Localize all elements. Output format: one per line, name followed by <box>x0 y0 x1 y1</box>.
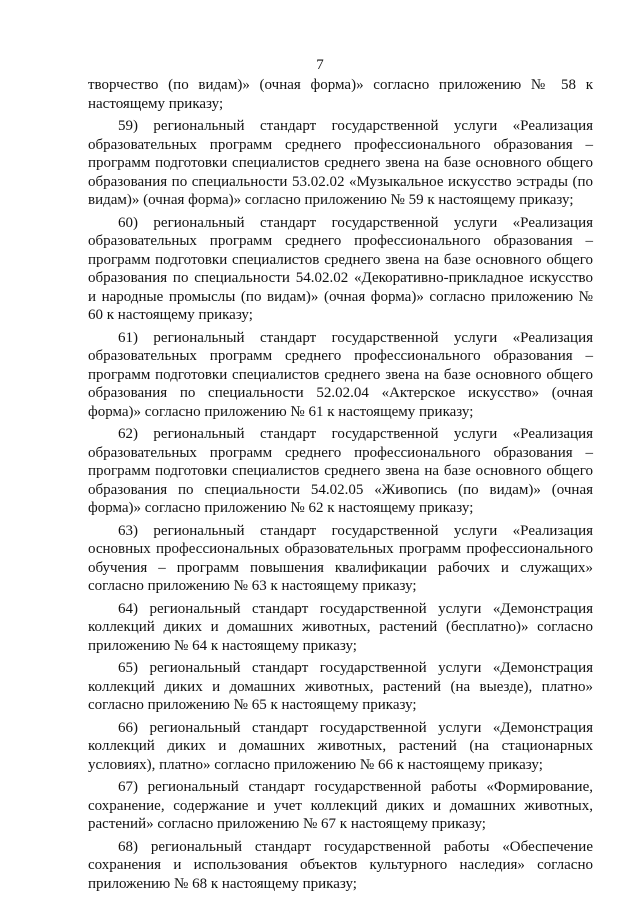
list-item-63: 63) региональный стандарт государственной услуги «Реализация основных профессиональных образовательных программ профессионального обучения – программ повышения квалификации рабочих и служащих» согласно приложению № 63 к настоящему приказу; <box>88 522 593 594</box>
list-item-62: 62) региональный стандарт государственной услуги «Реализация образовательных программ среднего профессионального образования – программ подготовки специалистов среднего звена на базе основного общего образования по специальности 54.02.05 «Живопись (по видам)» (очная форма)» согласно приложению № 62 к настоящему приказу; <box>88 426 593 516</box>
page-number: 7 <box>316 57 324 73</box>
list-item-continuation: творчество (по видам)» (очная форма)» согласно приложению № 58 к настоящему приказу; <box>88 77 593 112</box>
list-item-67: 67) региональный стандарт государственной работы «Формирование, сохранение, содержание и учет коллекций диких и домашних животных, растений» согласно приложению № 67 к настоящему приказу; <box>88 779 593 832</box>
list-item-64: 64) региональный стандарт государственной услуги «Демонстрация коллекций диких и домашних животных, растений (бесплатно)» согласно приложению № 64 к настоящему приказу; <box>88 600 593 654</box>
list-item-60: 60) региональный стандарт государственной услуги «Реализация образовательных программ среднего профессионального образования – программ подготовки специалистов среднего звена на базе основного общего образования по специальности 54.02.02 «Декоративно-прикладное искусство и народные промыслы (по видам)» (очная форма)» согласно приложению № 60 к настоящему приказу; <box>88 214 593 323</box>
list-item-59: 59) региональный стандарт государственной услуги «Реализация образовательных программ среднего профессионального образования – программ подготовки специалистов среднего звена на базе основного общего образования по специальности 53.02.02 «Музыкальное искусство эстрады (по видам)» (очная форма)» согласно приложению № 59 к настоящему приказу; <box>88 118 593 208</box>
list-item-61: 61) региональный стандарт государственной услуги «Реализация образовательных программ среднего профессионального образования – программ подготовки специалистов среднего звена на базе основного общего образования по специальности 52.02.04 «Актерское искусство» (очная форма)» согласно приложению № 61 к настоящему приказу; <box>88 329 593 420</box>
document-body <box>88 76 593 897</box>
list-item-66: 66) региональный стандарт государственной услуги «Демонстрация коллекций диких и домашних животных, растений (на стационарных условиях), платно» согласно приложению № 66 к настоящему приказу; <box>88 719 593 773</box>
list-item-68: 68) региональный стандарт государственной работы «Обеспечение сохранения и использования объектов культурного наследия» согласно приложению № 68 к настоящему приказу; <box>88 838 593 892</box>
list-item-65: 65) региональный стандарт государственной услуги «Демонстрация коллекций диких и домашних животных, растений (на выезде), платно» согласно приложению № 65 к настоящему приказу; <box>88 660 593 713</box>
